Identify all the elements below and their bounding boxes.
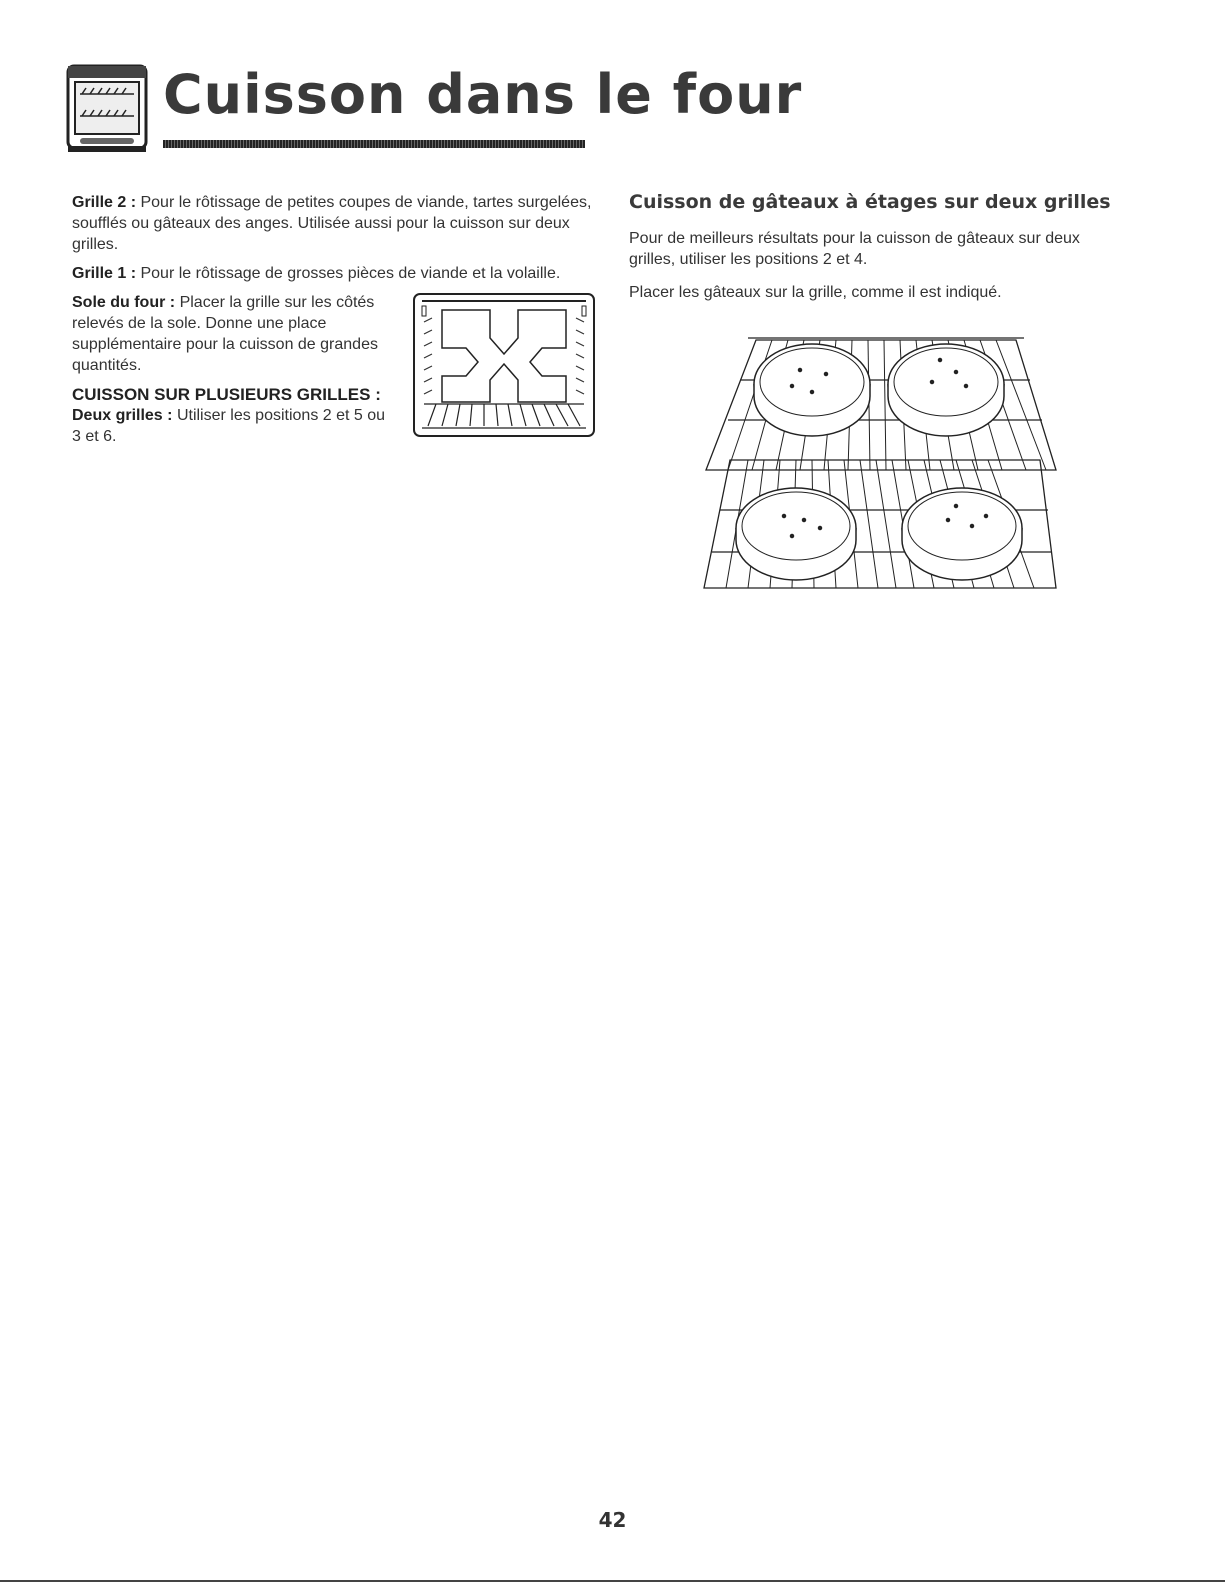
bottom-divider <box>0 1580 1225 1582</box>
sole-block <box>72 292 597 464</box>
grille-1-paragraph <box>72 263 597 284</box>
sole-text: Placer la grille sur les côtés relevés de la sole. Donne une place supplémentaire pour la cuisson de grandes quantités. <box>72 294 378 374</box>
title-underline <box>163 140 585 148</box>
grille-1-text: Pour le rôtissage de grosses pièces de viande et la volaille. <box>140 265 561 282</box>
deux-grilles-text: Utiliser les positions 2 et 5 ou 3 et 6. <box>72 407 386 445</box>
section-heading: Cuisson de gâteaux à étages sur deux grilles <box>629 191 1111 213</box>
deux-grilles-paragraph <box>72 405 397 447</box>
lower-left-cake <box>736 488 856 580</box>
paragraph-best-results: Pour de meilleurs résultats pour la cuisson de gâteaux sur deux grilles, utiliser les positions 2 et 4. <box>629 230 1080 268</box>
grille-2-text: Pour le rôtissage de petites coupes de viande, tartes surgelées, soufflés ou gâteaux des anges. Utilisée aussi pour la cuisson sur deux grilles. <box>72 194 592 253</box>
grille-2-term: Grille 2 : <box>72 194 137 211</box>
upper-left-cake <box>754 344 870 436</box>
grille-2-paragraph <box>72 192 597 255</box>
deux-grilles-term: Deux grilles : <box>72 407 173 424</box>
two-racks-cakes-illustration <box>700 320 1070 600</box>
page-number: 42 <box>598 1508 627 1532</box>
multi-rack-heading: CUISSON SUR PLUSIEURS GRILLES : <box>72 385 381 404</box>
grille-1-term: Grille 1 : <box>72 265 137 282</box>
sole-text-block <box>72 292 397 455</box>
upper-right-cake <box>888 344 1004 436</box>
oven-icon <box>66 64 150 156</box>
paragraph-placement: Placer les gâteaux sur la grille, comme il est indiqué. <box>629 284 1002 301</box>
sole-term: Sole du four : <box>72 294 176 311</box>
left-column <box>72 192 597 464</box>
lower-right-cake <box>902 488 1022 580</box>
oven-interior-diagram <box>412 292 596 438</box>
right-column <box>629 190 1129 311</box>
sole-paragraph <box>72 292 397 376</box>
page-header <box>66 63 803 156</box>
page-title: Cuisson dans le four <box>163 63 803 126</box>
